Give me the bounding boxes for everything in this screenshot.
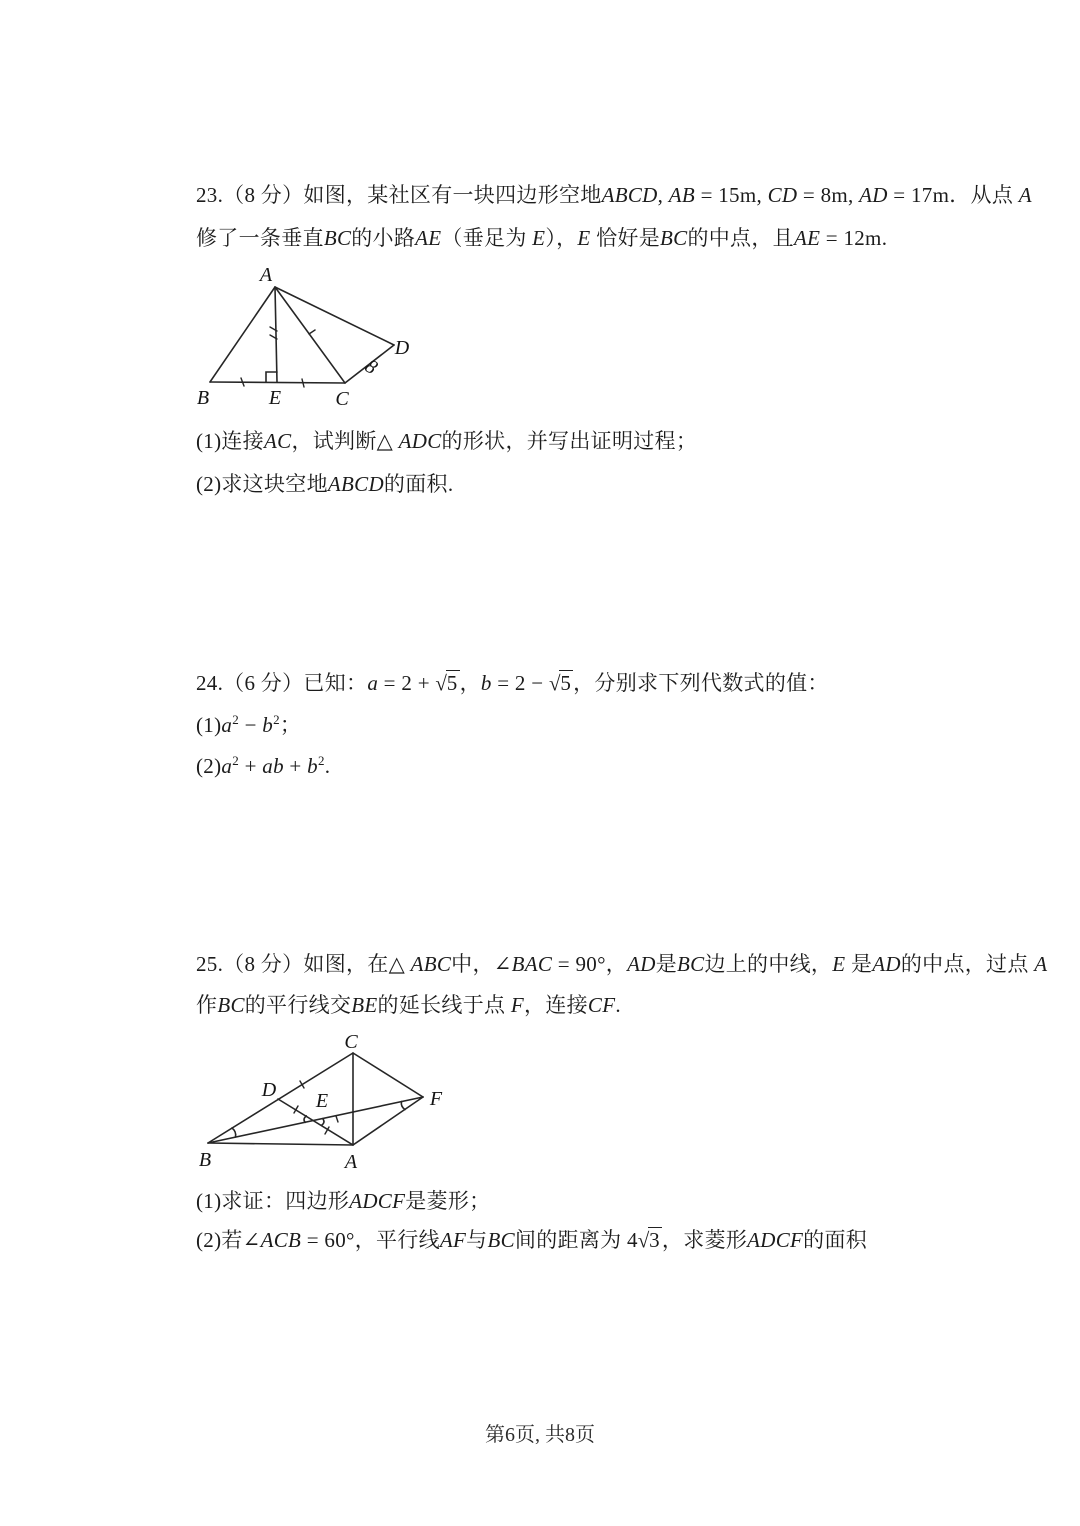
problem-23-line-1 xyxy=(196,182,1032,208)
page-number-footer: 第6页, 共8页 xyxy=(485,1424,595,1446)
problem-25-line-1 xyxy=(196,951,1047,977)
text-run: 修了一条垂直 xyxy=(196,226,324,250)
text-run: ； xyxy=(279,713,302,737)
text-run: AF xyxy=(439,1228,467,1252)
problem-25-question-1 xyxy=(196,1188,490,1214)
text-run: ）， xyxy=(545,226,578,250)
text-run: a xyxy=(221,754,233,778)
text-run: （垂足为 xyxy=(441,226,533,250)
vertex-label-f: F xyxy=(429,1088,443,1110)
text-run: BC xyxy=(487,1228,515,1252)
text-run: 从点 xyxy=(970,183,1019,207)
text-run: ADC xyxy=(398,429,442,453)
text-run: ab xyxy=(262,754,284,778)
text-run: AE xyxy=(415,226,442,250)
text-run: 的平行线交 xyxy=(244,993,352,1017)
text-run: (1)连接 xyxy=(196,429,264,453)
text-run: E xyxy=(832,952,846,976)
text-run: ABCD xyxy=(327,472,384,496)
text-run: 的延长线于点 xyxy=(377,993,511,1017)
text-run: ABC xyxy=(410,952,452,976)
text-run: ，连接 xyxy=(524,993,588,1017)
vertex-label-e: E xyxy=(315,1090,329,1112)
text-run: (2)求这块空地 xyxy=(196,472,328,496)
text-run: 是菱形； xyxy=(405,1189,491,1213)
text-run: b xyxy=(480,671,492,695)
text-run: 23.（8 分）如图，某社区有一块四边形空地 xyxy=(196,183,602,207)
text-run: E xyxy=(532,226,546,250)
text-run: BC xyxy=(677,952,705,976)
text-run: ，平行线 xyxy=(354,1228,440,1252)
text-run: ADCF xyxy=(349,1189,406,1213)
text-run: A xyxy=(1018,183,1032,207)
text-run: − xyxy=(239,713,263,737)
text-run: 的中点，过点 xyxy=(900,952,1035,976)
text-run: BAC xyxy=(511,952,553,976)
angle-arc-e-right xyxy=(322,1119,324,1126)
segment-ad xyxy=(275,287,394,345)
text-run: 的形状，并写出证明过程； xyxy=(441,429,698,453)
text-run: 间的距离为 4 xyxy=(514,1228,638,1252)
text-run: (1)求证：四边形 xyxy=(196,1189,350,1213)
problem-24-question-1 xyxy=(196,712,301,738)
text-run: 作 xyxy=(196,993,218,1017)
angle-arc-f xyxy=(401,1102,405,1110)
tick-ec xyxy=(302,379,304,387)
vertex-label-d: D xyxy=(261,1079,277,1101)
tick-ac xyxy=(309,330,315,334)
text-run: F xyxy=(510,993,525,1017)
text-run: BE xyxy=(351,993,378,1017)
text-run: 2 xyxy=(232,712,240,727)
problem-25-line-2 xyxy=(196,992,621,1018)
side-length-label-cd: 8 xyxy=(360,355,382,379)
text-run: √5 xyxy=(548,671,572,696)
text-run: ADCF xyxy=(747,1228,804,1252)
text-run: 中，∠ xyxy=(451,952,512,976)
text-run: BC xyxy=(323,226,352,250)
text-run: ， xyxy=(605,952,628,976)
text-run: AC xyxy=(264,429,292,453)
problem-23-question-1 xyxy=(196,428,697,454)
vertex-label-a: A xyxy=(259,265,273,286)
text-run: = 60° xyxy=(301,1228,355,1252)
segment-ab xyxy=(210,287,275,382)
text-run: + xyxy=(239,754,263,778)
text-run: 25.（8 分）如图，在△ xyxy=(196,952,411,976)
text-run: 是 xyxy=(845,952,873,976)
text-run: 2 xyxy=(232,753,240,768)
text-run: 2 xyxy=(317,753,325,768)
text-run: √3 xyxy=(637,1228,660,1253)
text-run: . xyxy=(324,754,331,778)
text-run: ACB xyxy=(260,1228,302,1252)
segment-ac xyxy=(275,287,345,383)
tick-ef xyxy=(336,1116,338,1122)
text-run: 边上的中线， xyxy=(704,952,833,976)
text-run: 2 xyxy=(273,712,280,727)
text-run: AD xyxy=(859,183,888,207)
text-run: = 15m, xyxy=(695,183,768,207)
text-run: ABCD xyxy=(601,183,658,207)
problem-24-question-2 xyxy=(196,753,330,779)
segment-cf xyxy=(353,1053,423,1097)
text-run: 24.（6 分）已知： xyxy=(196,671,368,695)
text-run: ，试判断△ xyxy=(291,429,399,453)
text-run: 的小路 xyxy=(351,226,416,250)
text-run: CF xyxy=(587,993,616,1017)
vertex-label-c: C xyxy=(344,1035,358,1053)
text-run: AE xyxy=(793,226,821,250)
text-run: (1) xyxy=(196,713,222,737)
text-run: (2) xyxy=(196,754,222,778)
text-run: AB xyxy=(668,183,696,207)
problem-25-question-2 xyxy=(196,1227,867,1253)
text-run: = 90° xyxy=(552,952,606,976)
text-run: b xyxy=(262,713,274,737)
figure-quadrilateral-abcd xyxy=(190,265,420,415)
vertex-label-e: E xyxy=(268,387,282,409)
vertex-label-a: A xyxy=(344,1151,358,1173)
angle-arc-b xyxy=(232,1128,236,1137)
text-run: a xyxy=(221,713,233,737)
text-run: = 8m, xyxy=(797,183,860,207)
text-run: = 12m. xyxy=(820,226,888,250)
text-run: , xyxy=(657,183,669,207)
text-run: AD xyxy=(627,952,656,976)
text-run: ，求菱形 xyxy=(661,1228,748,1252)
text-run: . xyxy=(615,993,621,1017)
figure-rhombus-adcf xyxy=(195,1035,460,1180)
text-run: BC xyxy=(217,993,245,1017)
text-run: = 2 − xyxy=(491,671,549,695)
segment-ae xyxy=(275,287,277,382)
text-run: √5 xyxy=(435,671,458,696)
text-run: (2)若∠ xyxy=(196,1228,261,1252)
segment-ba xyxy=(208,1143,353,1145)
right-angle-mark-e xyxy=(266,372,277,382)
vertex-label-b: B xyxy=(196,387,210,409)
text-run: ，分别求下列代数式的值： xyxy=(573,671,829,695)
vertex-label-d: D xyxy=(394,337,410,359)
segment-bc xyxy=(208,1053,353,1143)
text-run: E xyxy=(577,226,591,250)
text-run: a xyxy=(367,671,379,695)
text-run: 的中点，且 xyxy=(687,226,794,250)
problem-24-line-1 xyxy=(196,670,829,696)
text-run: 与 xyxy=(466,1228,488,1252)
text-run: = 2 + xyxy=(378,671,436,695)
text-run: ， xyxy=(459,671,481,695)
problem-23-question-2 xyxy=(196,471,453,497)
vertex-label-c: C xyxy=(335,388,349,410)
text-run: 是 xyxy=(655,952,677,976)
text-run: A xyxy=(1034,952,1048,976)
text-run: AD xyxy=(872,952,901,976)
text-run: 的面积. xyxy=(383,472,454,496)
text-run: + xyxy=(283,754,308,778)
text-run: b xyxy=(307,754,318,778)
text-run: 的面积 xyxy=(803,1228,868,1252)
text-run: = 17m． xyxy=(887,183,971,207)
problem-23-line-2 xyxy=(196,225,887,251)
text-run: BC xyxy=(660,226,688,250)
vertex-label-b: B xyxy=(198,1149,212,1171)
text-run: CD xyxy=(767,183,798,207)
text-run: 恰好是 xyxy=(590,226,661,250)
